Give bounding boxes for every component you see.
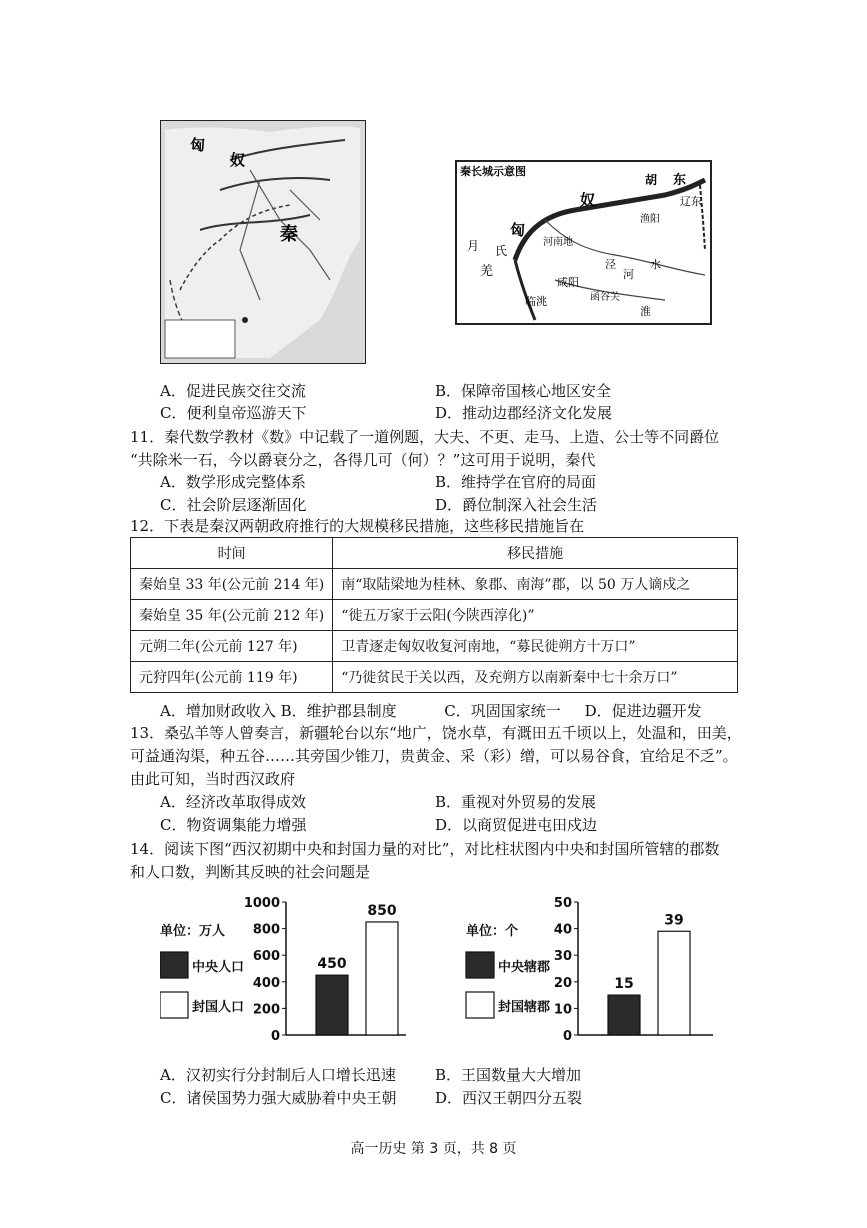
bar	[608, 995, 640, 1035]
table-row	[131, 662, 738, 693]
q11-option-a: A．数学形成完整体系	[160, 473, 306, 491]
y-tick-label: 10	[553, 1002, 572, 1018]
q12-stem: 12．下表是秦汉两朝政府推行的大规模移民措施，这些移民措施旨在	[130, 517, 585, 535]
q14-stem-line2: 和人口数，判断其反映的社会问题是	[130, 863, 371, 881]
legend-label: 封国辖郡	[498, 1000, 551, 1015]
map2-label-huai: 淮	[640, 305, 651, 318]
map2-title: 秦长城示意图	[460, 165, 526, 178]
q13-stem-line1: 13．桑弘羊等人曾奏言，新疆轮台以东“地广，饶水草，有溉田五千顷以上，处温和，田美，	[130, 724, 742, 742]
legend-swatch	[160, 992, 188, 1018]
chart-unit-label: 单位：万人	[160, 924, 226, 939]
map2-label-dong: 东	[673, 173, 687, 188]
map2-label-lintao: 临洮	[525, 295, 547, 308]
bar-value-label: 15	[614, 976, 634, 993]
q14-option-d: D．西汉王朝四分五裂	[435, 1089, 583, 1107]
y-tick-label: 30	[553, 949, 572, 965]
table-row	[131, 600, 738, 631]
q13-option-c: C．物资调集能力增强	[160, 816, 307, 834]
great-wall-map	[455, 160, 712, 325]
y-tick-label: 50	[553, 896, 572, 911]
q13-option-d: D．以商贸促进屯田戍边	[435, 816, 598, 834]
q14-option-a: A．汉初实行分封制后人口增长迅速	[160, 1066, 396, 1084]
map2-label-xiong: 匈	[510, 221, 526, 239]
q11-option-d: D．爵位制深入社会生活	[435, 496, 598, 514]
table-row	[131, 569, 738, 600]
table-header-row	[131, 538, 738, 569]
bar-value-label: 850	[367, 902, 397, 919]
map2-label-hanguguan: 函谷关	[590, 292, 620, 303]
legend-swatch	[466, 952, 494, 978]
map2-label-shi: 氏	[495, 244, 508, 258]
y-tick-label: 40	[553, 922, 572, 938]
map2-label-yuyang: 渔阳	[640, 214, 660, 225]
q13-option-a: A．经济改革取得成效	[160, 793, 306, 811]
q14-option-c: C．诸侯国势力强大威胁着中央王朝	[160, 1089, 397, 1107]
table-cell-time: 秦始皇 35 年(公元前 212 年)	[131, 600, 333, 631]
page-footer: 高一历史 第 3 页，共 8 页	[350, 1141, 517, 1157]
table-cell-time: 元朔二年(公元前 127 年)	[131, 631, 333, 662]
legend-label: 封国人口	[192, 1000, 245, 1015]
table-cell-measure: 南“取陆梁地为桂林、象郡、南海”郡，以 50 万人谪戍之	[333, 569, 738, 600]
map1-xiong: 匈	[190, 136, 206, 154]
bar	[658, 931, 690, 1035]
map2-label-liaodong: 辽东	[680, 195, 702, 208]
bar-value-label: 450	[317, 956, 347, 973]
y-tick-label: 20	[553, 975, 572, 991]
legend-swatch	[466, 992, 494, 1018]
y-tick-label: 600	[252, 949, 280, 965]
table-cell-time: 元狩四年(公元前 119 年)	[131, 662, 333, 693]
q11-option-b: B．维持学在官府的局面	[435, 473, 597, 491]
map1-nu: 奴	[230, 151, 246, 169]
y-tick-label: 0	[270, 1029, 280, 1044]
q10-option-a: A．促进民族交往交流	[160, 382, 306, 400]
y-tick-label: 400	[252, 975, 280, 991]
population-bar-chart	[160, 890, 420, 1055]
map2-label-yue: 月	[467, 239, 480, 253]
table-header-measure: 移民措施	[333, 538, 738, 569]
map2-label-he: 河	[623, 268, 634, 281]
table-cell-measure: 卫青逐走匈奴收复河南地，“募民徙朔方十万口”	[333, 631, 738, 662]
map2-label-qiang: 羌	[480, 264, 494, 279]
q10-option-d: D．推动边郡经济文化发展	[435, 404, 613, 422]
table-cell-measure: “乃徙贫民于关以西，及充朔方以南新秦中七十余万口”	[333, 662, 738, 693]
map2-label-xianyang: 咸阳	[557, 276, 579, 289]
bar-value-label: 39	[664, 912, 684, 929]
map2-label-shui: 水	[650, 258, 661, 271]
q14-option-b: B．王国数量大大增加	[435, 1066, 582, 1084]
q11-stem-line1: 11．秦代数学教材《数》中记载了一道例题，大夫、不更、走马、上造、公士等不同爵位	[130, 428, 720, 446]
q13-option-b: B．重视对外贸易的发展	[435, 793, 597, 811]
table-cell-measure: “徙五万家于云阳(今陕西淳化)”	[333, 600, 738, 631]
qin-empire-map	[160, 120, 366, 364]
map2-label-henandi: 河南地	[543, 237, 573, 248]
y-tick-label: 800	[252, 922, 280, 938]
map2-label-nu: 奴	[580, 191, 596, 209]
bar	[366, 922, 398, 1035]
y-tick-label: 1000	[243, 896, 280, 911]
q11-stem-line2: “共除米一石，今以爵衰分之，各得几可（何）？”这可用于说明，秦代	[130, 451, 596, 469]
bar	[316, 975, 348, 1035]
y-tick-label: 0	[562, 1029, 572, 1044]
q10-option-c: C．便利皇帝巡游天下	[160, 404, 307, 422]
q10-option-b: B．保障帝国核心地区安全	[435, 382, 612, 400]
q13-stem-line2: 可益通沟渠，种五谷……其旁国少锥刀，贵黄金、采（彩）缯，可以易谷食，宜给足不乏”。	[130, 747, 738, 765]
legend-swatch	[160, 952, 188, 978]
chart-unit-label: 单位：个	[466, 924, 519, 939]
table-row	[131, 631, 738, 662]
map2-label-jing: 泾	[605, 258, 616, 271]
table-header-time: 时间	[131, 538, 333, 569]
y-tick-label: 200	[252, 1002, 280, 1018]
q14-stem-line1: 14．阅读下图“西汉初期中央和封国力量的对比”，对比柱状图内中央和封国所管辖的郡数	[130, 840, 720, 858]
migration-table	[130, 537, 738, 693]
map2-label-hu: 胡	[645, 173, 658, 187]
table-cell-time: 秦始皇 33 年(公元前 214 年)	[131, 569, 333, 600]
commandery-bar-chart	[460, 890, 720, 1055]
q13-stem-line3: 由此可知，当时西汉政府	[130, 770, 296, 788]
legend-label: 中央辖郡	[498, 960, 551, 975]
q11-option-c: C．社会阶层逐渐固化	[160, 496, 307, 514]
map1-qin: 秦	[280, 224, 298, 245]
q12-options: A．增加财政收入 B．维护郡县制度 C．巩固国家统一 D．促进边疆开发	[160, 702, 702, 720]
legend-label: 中央人口	[192, 960, 245, 975]
